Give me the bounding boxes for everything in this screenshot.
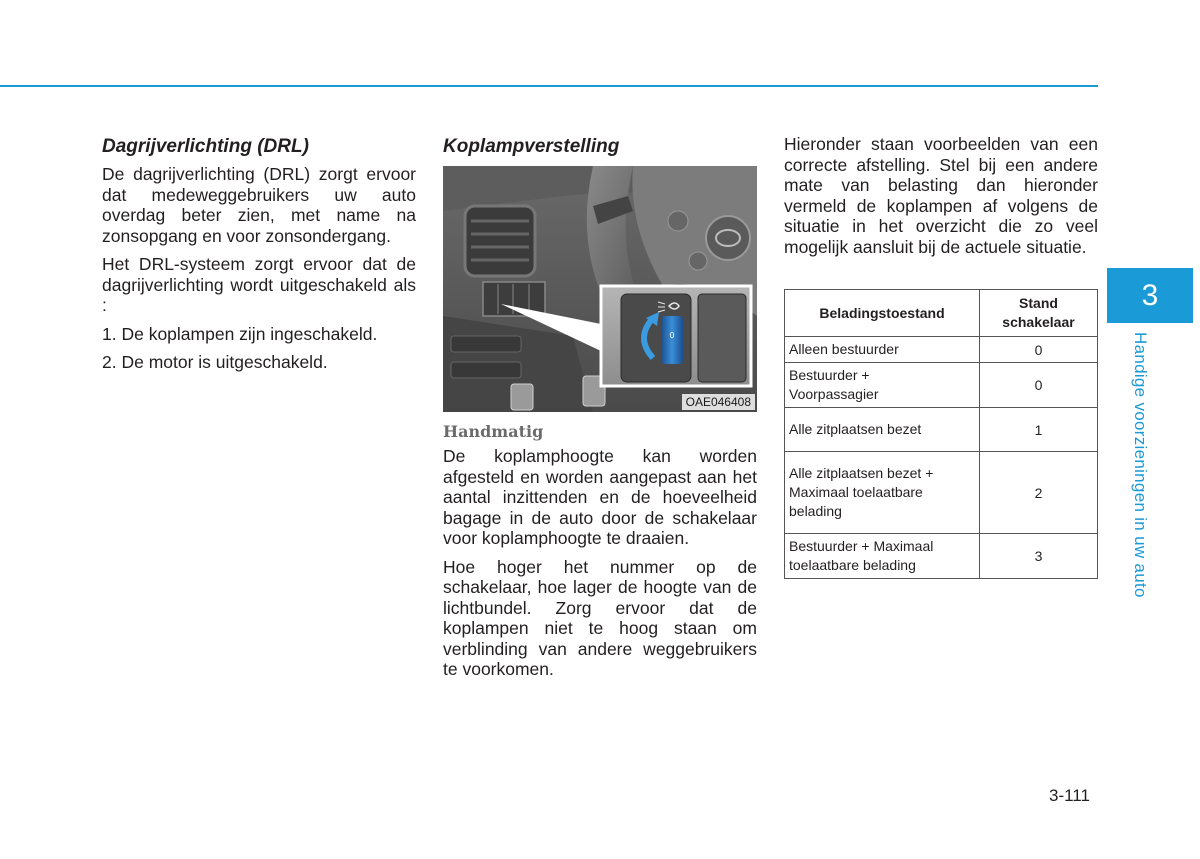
- dashboard-illustration: [443, 166, 757, 412]
- load-table: [784, 289, 1098, 579]
- column-drl: [102, 134, 416, 381]
- table-row: [785, 452, 1098, 534]
- column-header-position-line-2: schakelaar: [1002, 314, 1075, 330]
- drl-paragraph-2: Het DRL-systeem zorgt ervoor dat de dagrijverlichting wordt uitgeschakeld als :: [102, 254, 416, 315]
- chapter-tab: 3: [1107, 268, 1193, 323]
- load-cell-line: Voorpassagier: [789, 386, 879, 402]
- chapter-title: Handige voorzieningen in uw auto: [1131, 332, 1150, 598]
- leveling-heading: Koplampverstelling: [443, 136, 620, 157]
- load-cell-line: Alle zitplaatsen bezet +: [789, 465, 934, 481]
- drl-heading: Dagrijverlichting (DRL): [102, 136, 309, 157]
- examples-intro: Hieronder staan voorbeelden van een correcte afstelling. Stel bij een andere mate van belasting dan hieronder vermeld de koplampen af volgens de situatie in het overzicht die zo veel mogelijk aansluit bij de actuele situatie.: [784, 134, 1098, 257]
- load-cell: [785, 452, 980, 534]
- top-rule: [0, 85, 1098, 87]
- figure-code: OAE046408: [682, 394, 755, 410]
- column-examples: [784, 134, 1098, 579]
- position-cell: 3: [980, 534, 1098, 579]
- drl-paragraph-1: De dagrijverlichting (DRL) zorgt ervoor dat medeweggebruikers uw auto overdag beter zien, met name na zonsopgang en voor zonsondergang.: [102, 164, 416, 246]
- table-header-row: [785, 290, 1098, 337]
- manual-subheading: Handmatig: [443, 422, 544, 441]
- leveling-paragraph-1: De koplamphoogte kan worden afgesteld en worden aangepast aan het aantal inzittenden en de hoeveelheid bagage in de auto door de schakelaar voor koplamphoogte te draaien.: [443, 446, 757, 548]
- load-cell: [785, 337, 980, 363]
- page-number: 3-111: [1049, 786, 1090, 805]
- load-cell: [785, 408, 980, 452]
- table-row: [785, 337, 1098, 363]
- column-leveling: [443, 134, 757, 688]
- load-cell-line: Alleen bestuurder: [789, 341, 899, 357]
- dashboard-figure: [443, 166, 757, 412]
- position-cell: 2: [980, 452, 1098, 534]
- position-cell: 0: [980, 337, 1098, 363]
- drl-list-item-2: 2. De motor is uitgeschakeld.: [102, 352, 328, 372]
- load-cell-line: Bestuurder + Maximaal: [789, 538, 934, 554]
- table-row: [785, 534, 1098, 579]
- table-row: [785, 408, 1098, 452]
- load-cell: [785, 363, 980, 408]
- column-header-position: [980, 290, 1098, 337]
- load-cell-line: Alle zitplaatsen bezet: [789, 421, 922, 437]
- load-cell-line: toelaatbare belading: [789, 557, 916, 573]
- position-cell: 1: [980, 408, 1098, 452]
- load-cell: [785, 534, 980, 579]
- leveling-paragraph-2: Hoe hoger het nummer op de schakelaar, hoe lager de hoogte van de lichtbundel. Zorg ervoor dat de koplampen niet te hoog staan om verblinding van andere weggebruikers te voorkomen.: [443, 556, 757, 679]
- table-row: [785, 363, 1098, 408]
- position-cell: 0: [980, 363, 1098, 408]
- svg-text:0: 0: [669, 331, 675, 340]
- load-cell-line: Bestuurder +: [789, 367, 870, 383]
- column-header-load: Beladingstoestand: [785, 290, 980, 337]
- drl-list-item-1: 1. De koplampen zijn ingeschakeld.: [102, 323, 378, 344]
- column-header-position-line-1: Stand: [1019, 295, 1058, 311]
- load-cell-line: Maximaal toelaatbare: [789, 484, 923, 500]
- load-cell-line: belading: [789, 503, 842, 519]
